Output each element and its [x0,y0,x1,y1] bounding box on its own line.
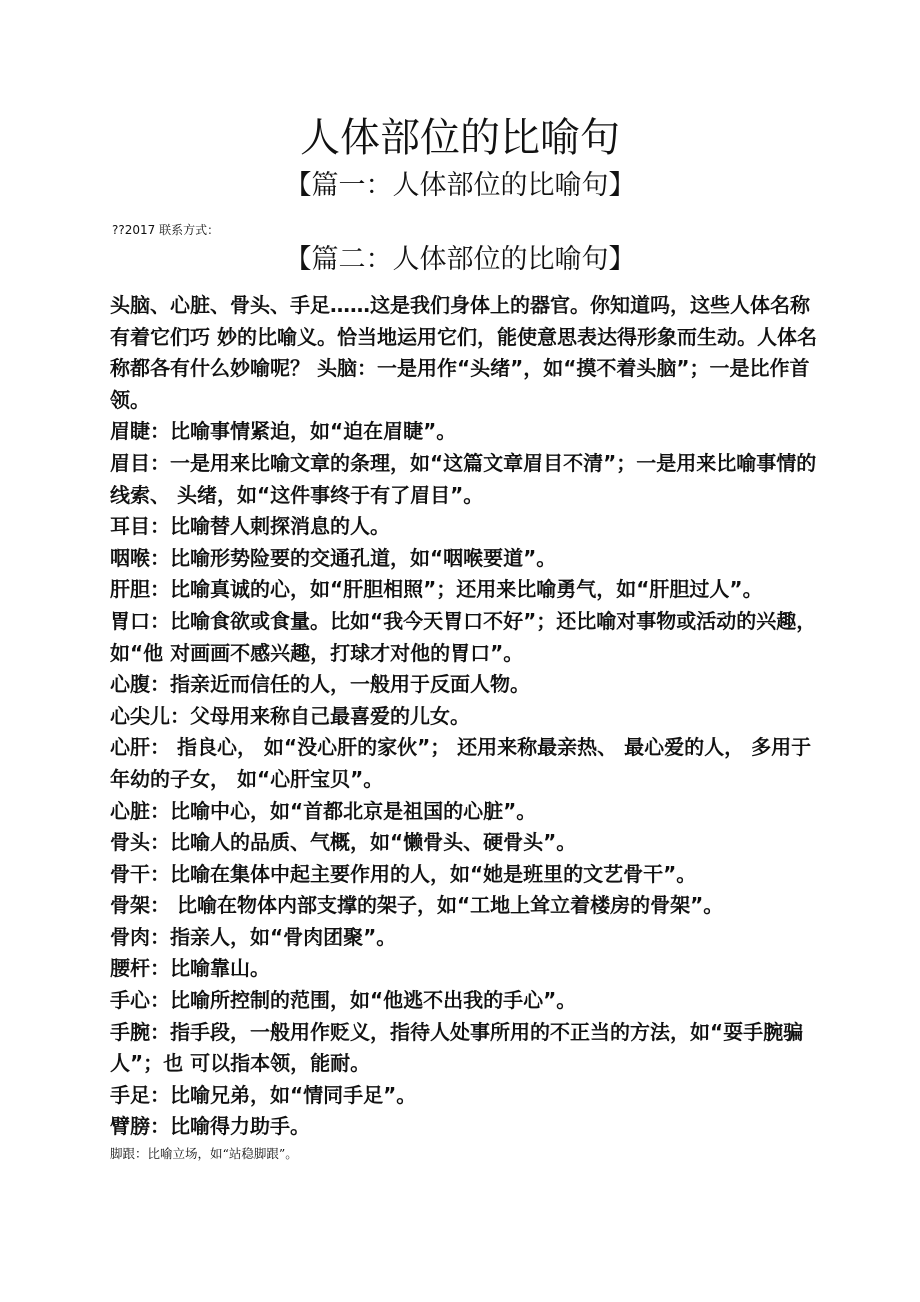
body-text [110,290,820,1163]
section-heading-2: 【篇二：人体部位的比喻句】 [284,244,636,275]
paragraph-meijie: 眉睫：比喻事情紧迫，如“迫在眉睫”。 [110,419,457,444]
paragraph-xingan: 心肝： 指良心， 如“没心肝的家伙”； 还用来称最亲热、 最心爱的人， 多用于年幼的子女， 如“心肝宝贝”。 [110,735,812,791]
paragraph-gujia: 骨架： 比喻在物体内部支撑的架子，如“工地上耸立着楼房的骨架”。 [110,893,724,918]
contact-line: ??2017 联系方式： [112,223,220,237]
paragraph-yaogan: 腰杆：比喻靠山。 [110,956,270,981]
paragraph-meimu: 眉目：一是用来比喻文章的条理，如“这篇文章眉目不清”；一是用来比喻事情的线索、 头绪，如“这件事终于有了眉目”。 [110,450,817,507]
paragraph-gugan: 骨干：比喻在集体中起主要作用的人，如“她是班里的文艺骨干”。 [110,861,697,886]
paragraph-xinjianer: 心尖儿：父母用来称自己最喜爱的儿女。 [110,703,470,728]
paragraph-gurou: 骨肉：指亲人，如“骨肉团聚”。 [110,924,397,949]
paragraph-shouxin: 手心：比喻所控制的范围，如“他逃不出我的手心”。 [110,988,577,1013]
paragraph-bibang: 臂膀：比喻得力助手。 [110,1114,310,1139]
paragraph-gandan: 肝胆：比喻真诚的心，如“肝胆相照”；还用来比喻勇气，如“肝胆过人”。 [110,577,763,602]
paragraph-jiaogen: 脚跟：比喻立场，如“站稳脚跟”。 [110,1146,298,1162]
section-heading-1: 【篇一：人体部位的比喻句】 [284,170,636,201]
paragraph-weikou: 胃口：比喻食欲或食量。比如“我今天胃口不好”；还比喻对事物或活动的兴趣，如“他 对画画不感兴趣，打球才对他的胃口”。 [110,608,817,665]
paragraph-xinzang: 心脏：比喻中心，如“首都北京是祖国的心脏”。 [110,798,537,823]
paragraph-gutou: 骨头：比喻人的品质、气概，如“懒骨头、硬骨头”。 [110,830,577,855]
page-title: 人体部位的比喻句 [300,115,620,161]
paragraph-xinfu: 心腹：指亲近而信任的人，一般用于反面人物。 [110,672,530,697]
paragraph-yanhou: 咽喉：比喻形势险要的交通孔道，如“咽喉要道”。 [110,545,557,570]
paragraph-shouwan: 手腕：指手段，一般用作贬义，指待人处事所用的不正当的方法，如“耍手腕骗人”；也 可以指本领，能耐。 [110,1019,804,1076]
paragraph-intro: 头脑、心脏、骨头、手足……这是我们身体上的器官。你知道吗，这些人体名称有着它们巧 妙的比喻义。恰当地运用它们，能使意思表达得形象而生动。人体名称都各有什么妙喻呢？ 头脑：一是用作“头绪”，如“摸不着头脑”；一是比作首领。 [110,293,817,412]
paragraph-shouzu: 手足：比喻兄弟，如“情同手足”。 [110,1082,417,1107]
paragraph-ermu: 耳目：比喻替人刺探消息的人。 [110,514,390,539]
